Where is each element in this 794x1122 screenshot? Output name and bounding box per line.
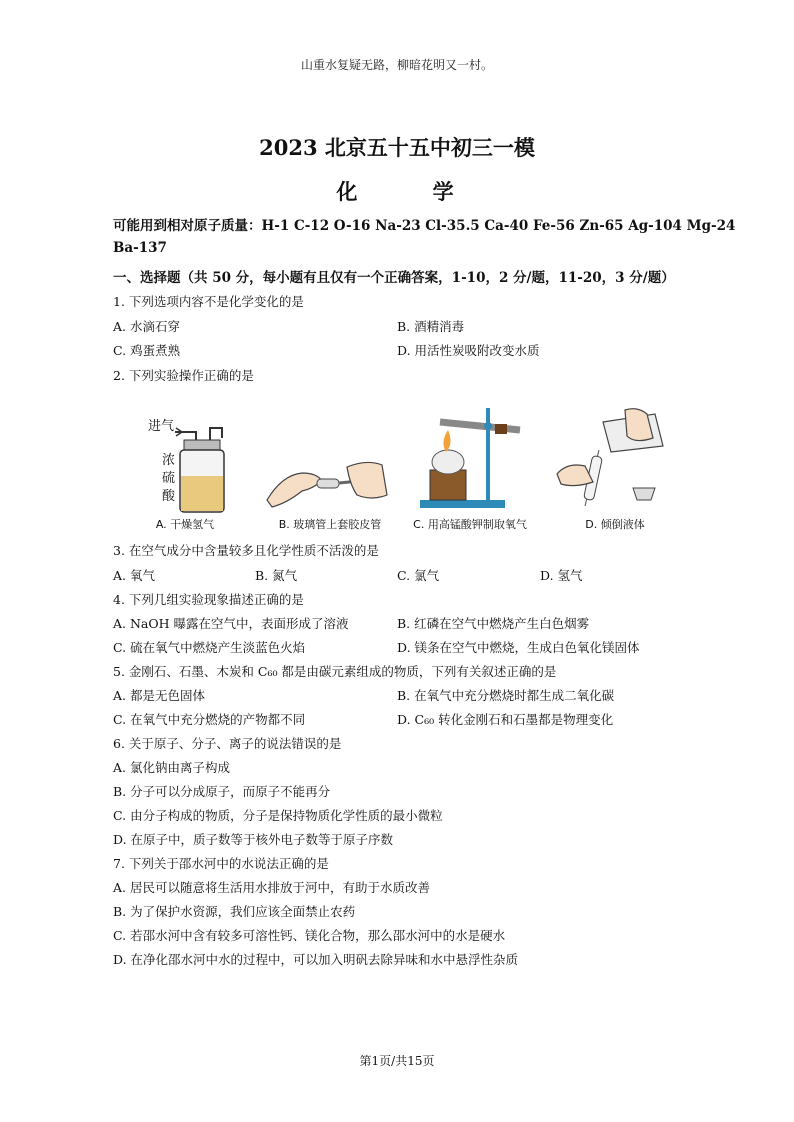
figure-pouring-liquid xyxy=(555,408,675,508)
question-3-option-c: C. 氯气 xyxy=(397,568,440,583)
question-4-option-a: A. NaOH 曝露在空气中，表面形成了溶液 xyxy=(113,616,349,631)
question-4-option-c: C. 硫在氧气中燃烧产生淡蓝色火焰 xyxy=(113,640,306,655)
figure-in-gas-label: 进气 xyxy=(148,419,175,434)
page-header-quote: 山重水复疑无路，柳暗花明又一村。 xyxy=(300,58,493,72)
question-6-option-b: B. 分子可以分成原子，而原子不能再分 xyxy=(113,784,331,799)
figure-heating-setup xyxy=(410,400,530,512)
question-3-option-a: A. 氧气 xyxy=(113,568,155,583)
question-6-option-a: A. 氯化钠由离子构成 xyxy=(113,760,230,775)
figure-drying-bottle xyxy=(140,410,240,515)
question-5-option-b: B. 在氧气中充分燃烧时都生成二氧化碳 xyxy=(397,688,615,703)
page-title: 2023 北京五十五中初三一模 xyxy=(259,135,535,160)
atomic-mass-line-2: Ba-137 xyxy=(113,240,167,256)
question-5-option-c: C. 在氧气中充分燃烧的产物都不同 xyxy=(113,712,306,727)
question-1-stem: 1. 下列选项内容不是化学变化的是 xyxy=(113,294,304,309)
question-1-option-d: D. 用活性炭吸附改变水质 xyxy=(397,343,540,358)
question-4-stem: 4. 下列几组实验现象描述正确的是 xyxy=(113,592,304,607)
question-3-option-d: D. 氢气 xyxy=(540,568,583,583)
question-6-option-c: C. 由分子构成的物质，分子是保持物质化学性质的最小微粒 xyxy=(113,808,443,823)
question-7-option-d: D. 在净化邵水河中水的过程中，可以加入明矾去除异味和水中悬浮性杂质 xyxy=(113,952,519,967)
page-footer-number: 第1页/共15页 xyxy=(359,1054,435,1068)
atomic-mass-line-1: 可能用到相对原子质量：H-1 C-12 O-16 Na-23 Cl-35.5 Ca-40 Fe-56 Zn-65 Ag-104 Mg-24 xyxy=(113,218,736,234)
question-6-option-d: D. 在原子中，质子数等于核外电子数等于原子序数 xyxy=(113,832,394,847)
figure-acid-label-1: 浓 xyxy=(162,453,176,468)
figure-a-caption: A. 干燥氢气 xyxy=(155,518,215,531)
question-1-option-a: A. 水滴石穿 xyxy=(113,319,180,334)
figure-acid-label-2: 硫 xyxy=(162,471,176,486)
section-heading: 一、选择题（共 50 分，每小题有且仅有一个正确答案，1-10，2 分/题，11-20，3 分/题） xyxy=(113,270,675,286)
question-7-option-c: C. 若邵水河中含有较多可溶性钙、镁化合物，那么邵水河中的水是硬水 xyxy=(113,928,506,943)
question-7-stem: 7. 下列关于邵水河中的水说法正确的是 xyxy=(113,856,329,871)
question-2-stem: 2. 下列实验操作正确的是 xyxy=(113,368,254,383)
question-3-stem: 3. 在空气成分中含量较多且化学性质不活泼的是 xyxy=(113,543,379,558)
question-5-option-d: D. C₆₀ 转化金刚石和石墨都是物理变化 xyxy=(397,712,614,727)
question-4-option-d: D. 镁条在空气中燃烧，生成白色氧化镁固体 xyxy=(397,640,640,655)
figure-acid-label-3: 酸 xyxy=(162,489,176,504)
question-7-option-a: A. 居民可以随意将生活用水排放于河中，有助于水质改善 xyxy=(113,880,430,895)
question-1-option-c: C. 鸡蛋煮熟 xyxy=(113,343,181,358)
figure-d-caption: D. 倾倒液体 xyxy=(585,518,645,531)
question-5-stem: 5. 金刚石、石墨、木炭和 C₆₀ 都是由碳元素组成的物质，下列有关叙述正确的是 xyxy=(113,664,557,679)
question-3-option-b: B. 氮气 xyxy=(255,568,298,583)
question-4-option-b: B. 红磷在空气中燃烧产生白色烟雾 xyxy=(397,616,590,631)
subject-title: 化 学 xyxy=(336,179,488,204)
figure-b-caption: B. 玻璃管上套胶皮管 xyxy=(278,518,382,531)
figure-glass-tube-hands xyxy=(262,455,392,510)
figure-c-caption: C. 用高锰酸钾制取氧气 xyxy=(413,518,527,531)
question-7-option-b: B. 为了保护水资源，我们应该全面禁止农药 xyxy=(113,904,356,919)
question-1-option-b: B. 酒精消毒 xyxy=(397,319,465,334)
question-5-option-a: A. 都是无色固体 xyxy=(113,688,205,703)
question-6-stem: 6. 关于原子、分子、离子的说法错误的是 xyxy=(113,736,342,751)
